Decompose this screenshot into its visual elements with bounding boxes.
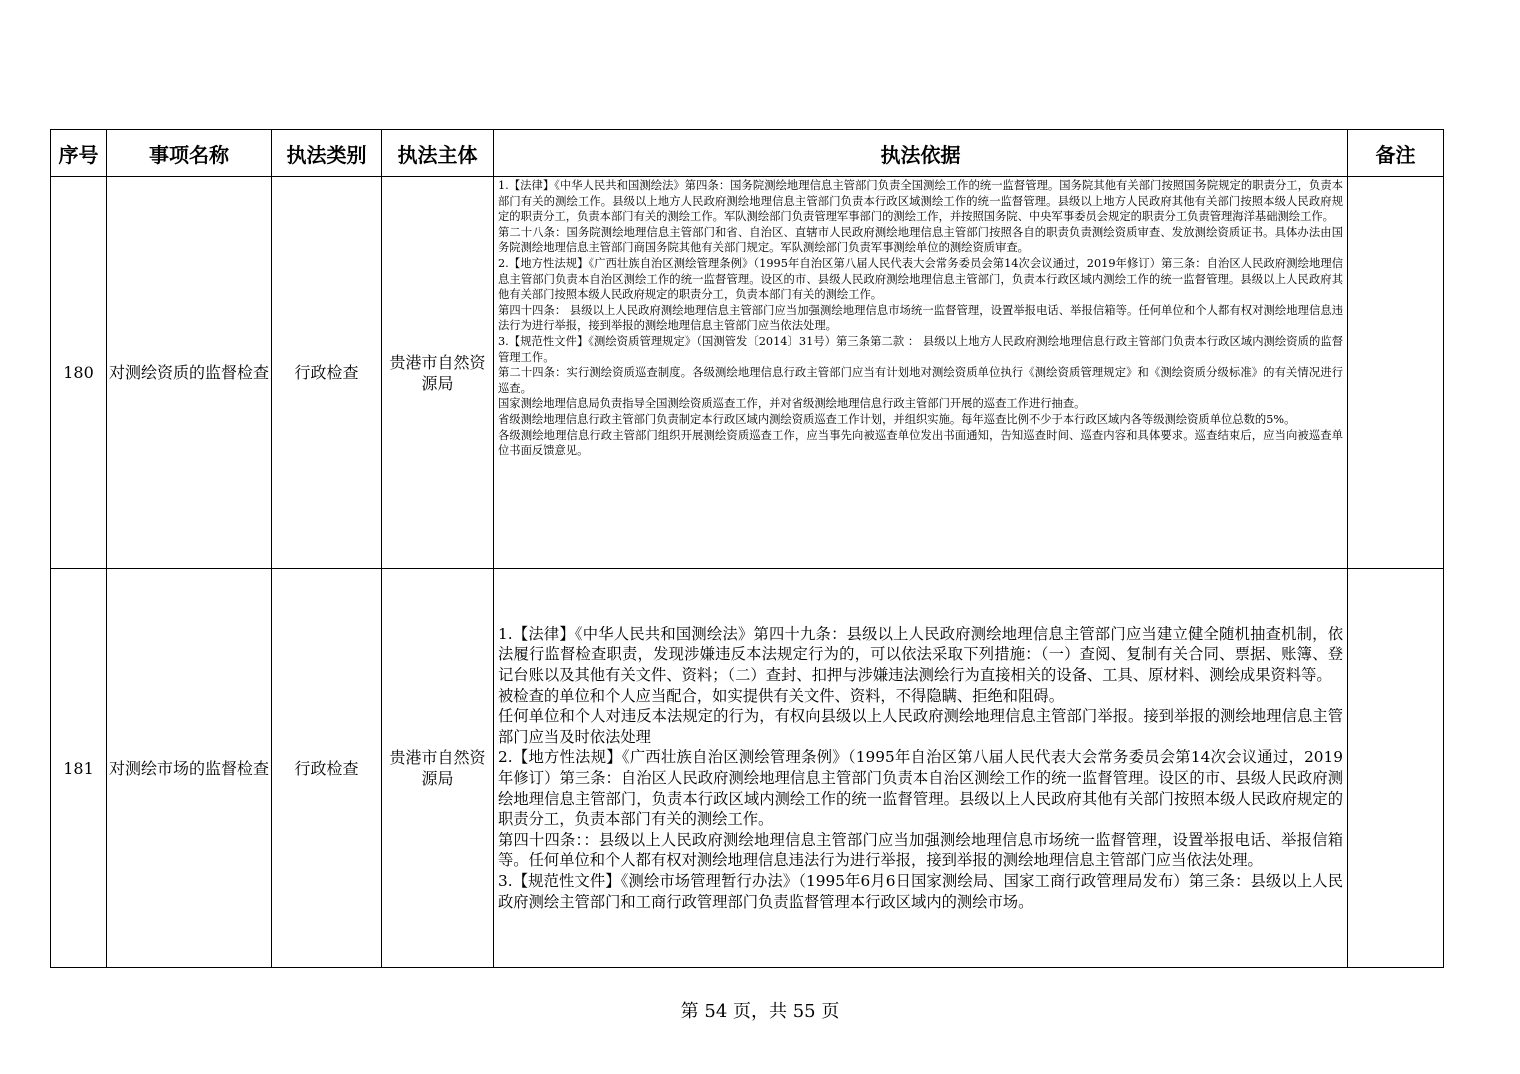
row-basis: [494, 624, 1347, 912]
basis-paragraph: 第四十四条：：县级以上人民政府测绘地理信息主管部门应当加强测绘地理信息市场统一监督管理，设置举报电话、举报信箱等。任何单位和个人都有权对测绘地理信息违法行为进行举报，接到举报的测绘地理信息主管部门应当依法处理。: [498, 830, 1343, 870]
basis-paragraph: 国家测绘地理信息局负责指导全国测绘资质巡查工作，并对省级测绘地理信息行政主管部门开展的巡查工作进行抽查。: [498, 397, 1086, 411]
header-index: 序号: [51, 130, 107, 177]
table-header-row: [51, 130, 1444, 177]
header-category: 执法类别: [272, 130, 382, 177]
row-subject: 贵港市自然资源局: [382, 177, 494, 569]
page-number-footer: 第 54 页，共 55 页: [680, 1001, 840, 1022]
row-index: 181: [51, 569, 107, 968]
row-category: 行政检查: [272, 177, 382, 569]
basis-paragraph: 任何单位和个人对违反本法规定的行为，有权向县级以上人民政府测绘地理信息主管部门举报。接到举报的测绘地理信息主管部门应当及时依法处理: [498, 707, 1343, 746]
row-item-name: 对测绘市场的监督检查: [107, 569, 272, 968]
row-category: 行政检查: [272, 569, 382, 968]
row-subject: 贵港市自然资源局: [382, 569, 494, 968]
basis-paragraph: 3.【规范性文件】《测绘市场管理暂行办法》（1995年6月6日国家测绘局、国家工商行政管理局发布）第三条：县级以上人民政府测绘主管部门和工商行政管理部门负责监督管理本行政区域内的测绘市场。: [498, 871, 1343, 911]
enforcement-table: [50, 129, 1444, 968]
header-subject: 执法主体: [382, 130, 494, 177]
header-basis: 执法依据: [494, 130, 1348, 177]
basis-paragraph: 2.【地方性法规】《广西壮族自治区测绘管理条例》（1995年自治区第八届人民代表大会常务委员会第14次会议通过，2019年修订）第三条：自治区人民政府测绘地理信息主管部门负责本自治区测绘工作的统一监督管理。设区的市、县级人民政府测绘地理信息主管部门，负责本行政区域内测绘工作的统一监督管理。县级以上人民政府其他有关部门按照本级人民政府规定的职责分工，负责本部门有关的测绘工作。: [498, 748, 1343, 829]
basis-paragraph: 各级测绘地理信息行政主管部门组织开展测绘资质巡查工作，应当事先向被巡查单位发出书面通知，告知巡查时间、巡查内容和具体要求。巡查结束后，应当向被巡查单位书面反馈意见。: [498, 428, 1343, 458]
basis-paragraph: 3.【规范性文件】《测绘资质管理规定》（国测管发〔2014〕31号）第三条第二款 ： 县级以上地方人民政府测绘地理信息行政主管部门负责本行政区域内测绘资质的监督管理工作。: [498, 334, 1343, 364]
basis-paragraph: 省级测绘地理信息行政主管部门负责制定本行政区域内测绘资质巡查工作计划，并组织实施。每年巡查比例不少于本行政区域内各等级测绘资质单位总数的5%。: [498, 412, 1296, 426]
table-row: [51, 569, 1444, 968]
row-basis-cell: [494, 569, 1348, 968]
basis-paragraph: 第四十四条： 县级以上人民政府测绘地理信息主管部门应当加强测绘地理信息市场统一监督管理，设置举报电话、举报信箱等。任何单位和个人都有权对测绘地理信息违法行为进行举报，接到举报的测绘地理信息主管部门应当依法处理。: [498, 303, 1343, 333]
row-remarks: [1348, 569, 1444, 968]
basis-paragraph: 1.【法律】《中华人民共和国测绘法》第四条：国务院测绘地理信息主管部门负责全国测绘工作的统一监督管理。国务院其他有关部门按照国务院规定的职责分工，负责本部门有关的测绘工作。县级以上地方人民政府测绘地理信息主管部门负责本行政区域测绘工作的统一监督管理。县级以上地方人民政府其他有关部门按照本级人民政府规定的职责分工，负责本部门有关的测绘工作。军队测绘部门负责管理军事部门的测绘工作，并按照国务院、中央军事委员会规定的职责分工负责管理海洋基础测绘工作。: [498, 179, 1343, 224]
header-item-name: 事项名称: [107, 130, 272, 177]
row-item-name: 对测绘资质的监督检查: [107, 177, 272, 569]
basis-paragraph: 被检查的单位和个人应当配合，如实提供有关文件、资料，不得隐瞒、拒绝和阻碍。: [498, 686, 1064, 705]
basis-paragraph: 2.【地方性法规】《广西壮族自治区测绘管理条例》（1995年自治区第八届人民代表大会常务委员会第14次会议通过，2019年修订）第三条：自治区人民政府测绘地理信息主管部门负责本自治区测绘工作的统一监督管理。设区的市、县级人民政府测绘地理信息主管部门，负责本行政区域内测绘工作的统一监督管理。县级以上人民政府其他有关部门按照本级人民政府规定的职责分工，负责本部门有关的测绘工作。: [498, 256, 1343, 302]
row-basis-cell: [494, 177, 1348, 569]
basis-paragraph: 第二十四条：实行测绘资质巡查制度。各级测绘地理信息行政主管部门应当有计划地对测绘资质单位执行《测绘资质管理规定》和《测绘资质分级标准》的有关情况进行巡查。: [498, 366, 1343, 395]
header-remarks: 备注: [1348, 130, 1444, 177]
basis-paragraph: 1.【法律】《中华人民共和国测绘法》第四十九条：县级以上人民政府测绘地理信息主管部门应当建立健全随机抽查机制，依法履行监督检查职责，发现涉嫌违反本法规定行为的，可以依法采取下列措施：（一）查阅、复制有关合同、票据、账簿、登记台账以及其他有关文件、资料；（二）查封、扣押与涉嫌违法测绘行为直接相关的设备、工具、原材料、测绘成果资料等。: [498, 624, 1343, 685]
basis-paragraph: 第二十八条：国务院测绘地理信息主管部门和省、自治区、直辖市人民政府测绘地理信息主管部门按照各自的职责负责测绘资质审查、发放测绘资质证书。具体办法由国务院测绘地理信息主管部门商国务院其他有关部门规定。军队测绘部门负责军事测绘单位的测绘资质审查。: [498, 225, 1343, 255]
row-basis: [494, 177, 1347, 568]
row-remarks: [1348, 177, 1444, 569]
row-index: 180: [51, 177, 107, 569]
table-row: [51, 177, 1444, 569]
